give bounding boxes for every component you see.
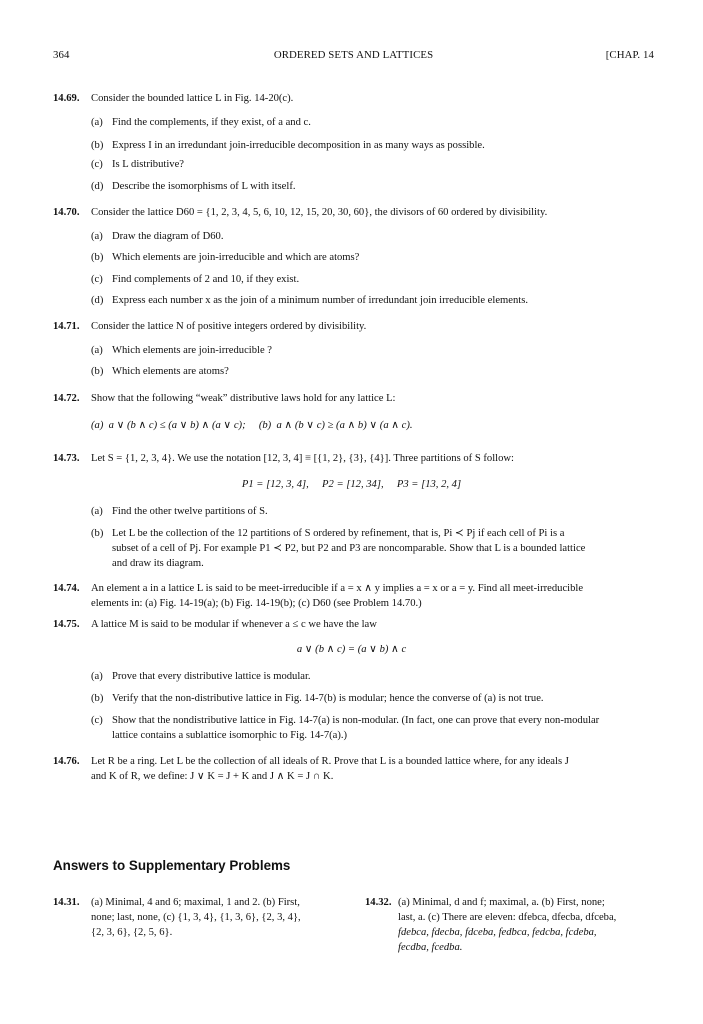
answer-line: (a) Minimal, 4 and 6; maximal, 1 and 2. (b) First, — [91, 897, 300, 908]
part-label: (b) — [91, 693, 104, 704]
part-text: Express each number x as the join of a minimum number of irredundant join irreducible elements. — [112, 295, 528, 306]
part-label: (c) — [91, 715, 103, 726]
part-text: subset of a cell of Pj. For example P1 ≺ P2, but P2 and P3 are noncomparable. Show that L is a bounded lattice — [112, 543, 586, 554]
problem-text: elements in: (a) Fig. 14-19(a); (b) Fig. 14-19(b); (c) D60 (see Problem 14.70.) — [91, 598, 422, 609]
answer-line: {2, 3, 6}, {2, 5, 6}. — [91, 927, 173, 938]
part-text: Which elements are atoms? — [112, 366, 229, 377]
problem-number: 14.74. — [53, 583, 80, 594]
answer-number: 14.31. — [53, 897, 80, 908]
part-label: (a) — [91, 671, 103, 682]
part-text: Draw the diagram of D60. — [112, 231, 224, 242]
part-label: (a) — [91, 506, 103, 517]
answer-line: (a) Minimal, d and f; maximal, a. (b) First, none; — [398, 897, 605, 908]
part-label: (b) — [91, 528, 104, 539]
answer-number: 14.32. — [365, 897, 392, 908]
part-text: Prove that every distributive lattice is modular. — [112, 671, 311, 682]
part-label: (c) — [91, 159, 103, 170]
problem-number: 14.75. — [53, 619, 80, 630]
problem-text: Let S = {1, 2, 3, 4}. We use the notation [12, 3, 4] ≡ [{1, 2}, {3}, {4}]. Three partitions of S follow: — [91, 453, 514, 464]
part-text: and draw its diagram. — [112, 558, 204, 569]
part-text: Find the other twelve partitions of S. — [112, 506, 268, 517]
part-text: Express I in an irredundant join-irreducible decomposition in as many ways as possible. — [112, 140, 485, 151]
problem-text: An element a in a lattice L is said to be meet-irreducible if a = x ∧ y implies a = x or a = y. Find all meet-irreducible — [91, 583, 584, 594]
part-text: Is L distributive? — [112, 159, 184, 170]
display-formula: (a) a ∨ (b ∧ c) ≤ (a ∨ b) ∧ (a ∨ c); (b) a ∧ (b ∨ c) ≥ (a ∧ b) ∨ (a ∧ c). — [91, 420, 413, 431]
answer-line: fecdba, fcedba. — [398, 942, 463, 953]
part-label: (b) — [91, 140, 104, 151]
display-formula: a ∨ (b ∧ c) = (a ∨ b) ∧ c — [296, 644, 407, 655]
problem-text: A lattice M is said to be modular if whenever a ≤ c we have the law — [91, 619, 377, 630]
part-label: (a) — [91, 117, 103, 128]
answers-heading: Answers to Supplementary Problems — [53, 858, 291, 873]
page-header — [53, 49, 654, 63]
part-label: (b) — [91, 366, 104, 377]
part-label: (b) — [91, 252, 104, 263]
problem-number: 14.73. — [53, 453, 80, 464]
chapter-label: [CHAP. 14 — [605, 49, 654, 61]
display-formula: P1 = [12, 3, 4], P2 = [12, 34], P3 = [13, 2, 4] — [241, 479, 462, 490]
part-label: (a) — [91, 231, 103, 242]
part-text: Which elements are join-irreducible and which are atoms? — [112, 252, 360, 263]
part-text: lattice contains a sublattice isomorphic to Fig. 14-7(a).) — [112, 730, 348, 741]
problem-text: Show that the following “weak” distributive laws hold for any lattice L: — [91, 393, 396, 404]
answer-line: none; last, none, (c) {1, 3, 4}, {1, 3, 6}, {2, 3, 4}, — [91, 912, 301, 923]
part-label: (a) — [91, 345, 103, 356]
problem-number: 14.71. — [53, 321, 80, 332]
part-text: Show that the nondistributive lattice in Fig. 14-7(a) is non-modular. (In fact, one can prove that every non-modular — [112, 715, 600, 726]
part-text: Find complements of 2 and 10, if they exist. — [112, 274, 300, 285]
part-text: Describe the isomorphisms of L with itself. — [112, 181, 296, 192]
part-text: Verify that the non-distributive lattice in Fig. 14-7(b) is modular; hence the converse of (a) is not true. — [112, 693, 544, 704]
problem-text: and K of R, we define: J ∨ K = J + K and J ∧ K = J ∩ K. — [91, 771, 334, 782]
part-text: Let L be the collection of the 12 partitions of S ordered by refinement, that is, Pi ≺ Pj if each cell of Pi is a — [112, 528, 565, 539]
problem-text: Consider the bounded lattice L in Fig. 14-20(c). — [91, 93, 294, 104]
problem-text: Consider the lattice N of positive integers ordered by divisibility. — [91, 321, 367, 332]
problem-number: 14.69. — [53, 93, 80, 104]
running-title: ORDERED SETS AND LATTICES — [273, 49, 434, 61]
page-number: 364 — [53, 49, 70, 61]
part-text: Find the complements, if they exist, of a and c. — [112, 117, 311, 128]
problem-number: 14.72. — [53, 393, 80, 404]
part-label: (d) — [91, 181, 104, 192]
answer-line: last, a. (c) There are eleven: dfebca, dfecba, dfceba, — [398, 912, 617, 923]
problem-text: Consider the lattice D60 = {1, 2, 3, 4, 5, 6, 10, 12, 15, 20, 30, 60}, the divisors of 60 ordered by divisibility. — [91, 207, 548, 218]
problem-number: 14.76. — [53, 756, 80, 767]
answer-line: fdebca, fdecba, fdceba, fedbca, fedcba, fcdeba, — [398, 927, 597, 938]
problem-text: Let R be a ring. Let L be the collection of all ideals of R. Prove that L is a bounded lattice where, for any ideals J — [91, 756, 569, 767]
part-label: (c) — [91, 274, 103, 285]
problem-number: 14.70. — [53, 207, 80, 218]
part-text: Which elements are join-irreducible ? — [112, 345, 273, 356]
part-label: (d) — [91, 295, 104, 306]
